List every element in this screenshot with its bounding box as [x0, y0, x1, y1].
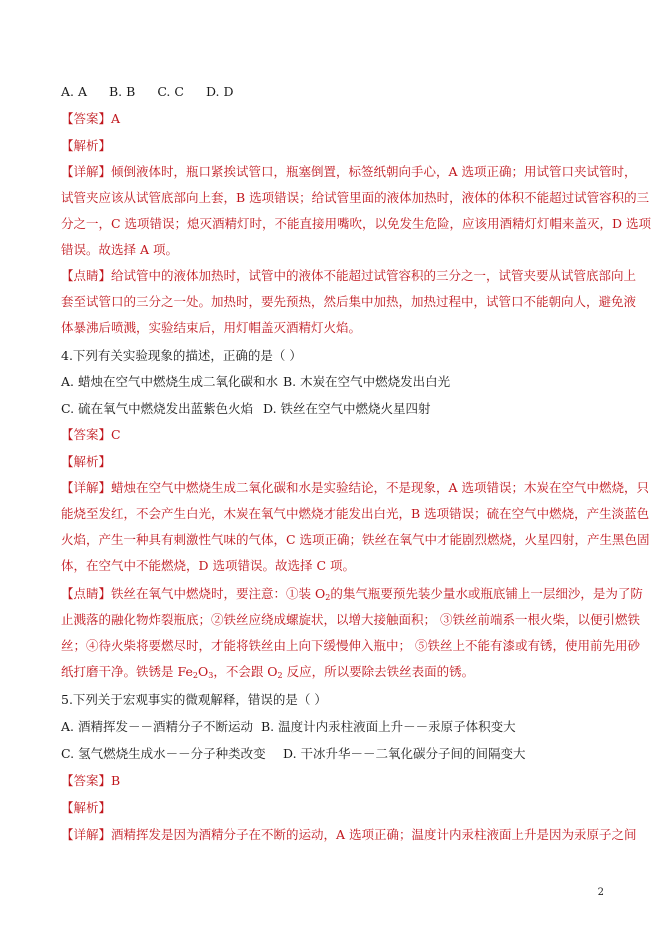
q3-answer: 【答案】A [61, 111, 121, 126]
q4-detail-line: 能烧至发红，不会产生白光，木炭在氧气中燃烧才能发出白光，B 选项错误；硫在空气中燃烧，产生淡蓝色 [61, 506, 650, 521]
q3-options [61, 84, 606, 100]
q5-options-row1 [61, 719, 606, 735]
q3-detail-line: 错误。故选择 A 项。 [61, 242, 178, 257]
q3-option-d: D. D [205, 84, 234, 99]
q3-note-line: 【点睛】给试管中的液体加热时，试管中的液体不能超过试管容积的三分之一，试管夹要从试管底部向上 [61, 268, 637, 283]
q3-option-b: B. B [109, 84, 136, 99]
page-number: 2 [597, 887, 604, 898]
q5-option-c: C. 氢气燃烧生成水－－分子种类改变 [61, 746, 266, 761]
q4-analysis-title: 【解析】 [61, 454, 112, 469]
q4-answer: 【答案】C [61, 427, 121, 442]
q4-option-c: C. 硫在氧气中燃烧发出蓝紫色火焰 [61, 401, 254, 416]
q5-option-d: D. 干冰升华－－二氧化碳分子间的间隔变大 [283, 746, 526, 761]
q3-option-a: A. A [61, 84, 88, 99]
q5-question: 5.下列关于宏观事实的微观解释，错误的是（ ） [61, 692, 327, 707]
q5-option-b: B. 温度计内汞柱液面上升－－汞原子体积变大 [261, 719, 516, 734]
q4-detail-line: 体，在空气中不能燃烧，D 选项错误。故选择 C 项。 [61, 558, 356, 573]
q4-option-b: B. 木炭在空气中燃烧发出白光 [283, 374, 451, 389]
q4-note-line: 纸打磨干净。铁锈是 $Fe_2O_3$，不会跟 $O_2$ 反应，所以要除去铁丝表面的锈。 [61, 664, 475, 680]
q3-detail-line: 【详解】倾倒液体时，瓶口紧挨试管口，瓶塞倒置，标签纸朝向手心，A 选项正确；用试管口夹试管时， [61, 164, 637, 179]
q4-options-row1 [61, 374, 606, 390]
q4-detail-line: 【详解】蜡烛在空气中燃烧生成二氧化碳和水是实验结论，不是现象，A 选项错误；木炭在空气中燃烧，只 [61, 480, 650, 495]
q4-detail-line: 火焰，产生一种具有刺激性气味的气体，C 选项正确；铁丝在氧气中才能剧烈燃烧，火星四射，产生黑色固 [61, 532, 650, 547]
q3-note-line: 套至试管口的三分之一处。加热时，要先预热，然后集中加热，加热过程中，试管口不能朝向人，避免液 [61, 294, 637, 309]
q3-note-line: 体暴沸后喷溅，实验结束后，用灯帽盖灭酒精灯火焰。 [61, 320, 362, 335]
q3-detail-line: 试管夹应该从试管底部向上套，B 选项错误；给试管里面的液体加热时，液体的体积不能超过试管容积的三 [61, 190, 650, 205]
q5-analysis-title: 【解析】 [61, 800, 112, 815]
q3-option-c: C. C [157, 84, 184, 99]
q3-detail-line: 分之一，C 选项错误；熄灭酒精灯时，不能直接用嘴吹，以免发生危险，应该用酒精灯灯帽来盖灭，D 选项 [61, 216, 652, 231]
q5-options-row2 [61, 746, 606, 762]
q4-options-row2 [61, 401, 606, 417]
q4-option-d: D. 铁丝在空气中燃烧火星四射 [263, 401, 431, 416]
q5-option-a: A. 酒精挥发－－酒精分子不断运动 [61, 719, 253, 734]
q4-question: 4.下列有关实验现象的描述，正确的是（ ） [61, 348, 302, 363]
q5-answer: 【答案】B [61, 773, 121, 788]
q4-note-line: 丝；④待火柴将要燃尽时，才能将铁丝由上向下缓慢伸入瓶中； ⑤铁丝上不能有漆或有锈，使用前先用砂 [61, 638, 640, 653]
q5-detail-line: 【详解】酒精挥发是因为酒精分子在不断的运动，A 选项正确；温度计内汞柱液面上升是因为汞原子之间 [61, 827, 637, 842]
q3-analysis-title: 【解析】 [61, 138, 112, 153]
q4-option-a: A. 蜡烛在空气中燃烧生成二氧化碳和水 [61, 374, 278, 389]
q4-note-line: 止溅落的融化物炸裂瓶底；②铁丝应绕成螺旋状，以增大接触面积； ③铁丝前端系一根火柴，以便引燃铁 [61, 612, 640, 627]
q4-note-line: 【点睛】铁丝在氧气中燃烧时，要注意：①装 $O_2$的集气瓶要预先装少量水或瓶底铺上一层细沙，是为了防 [61, 586, 643, 602]
